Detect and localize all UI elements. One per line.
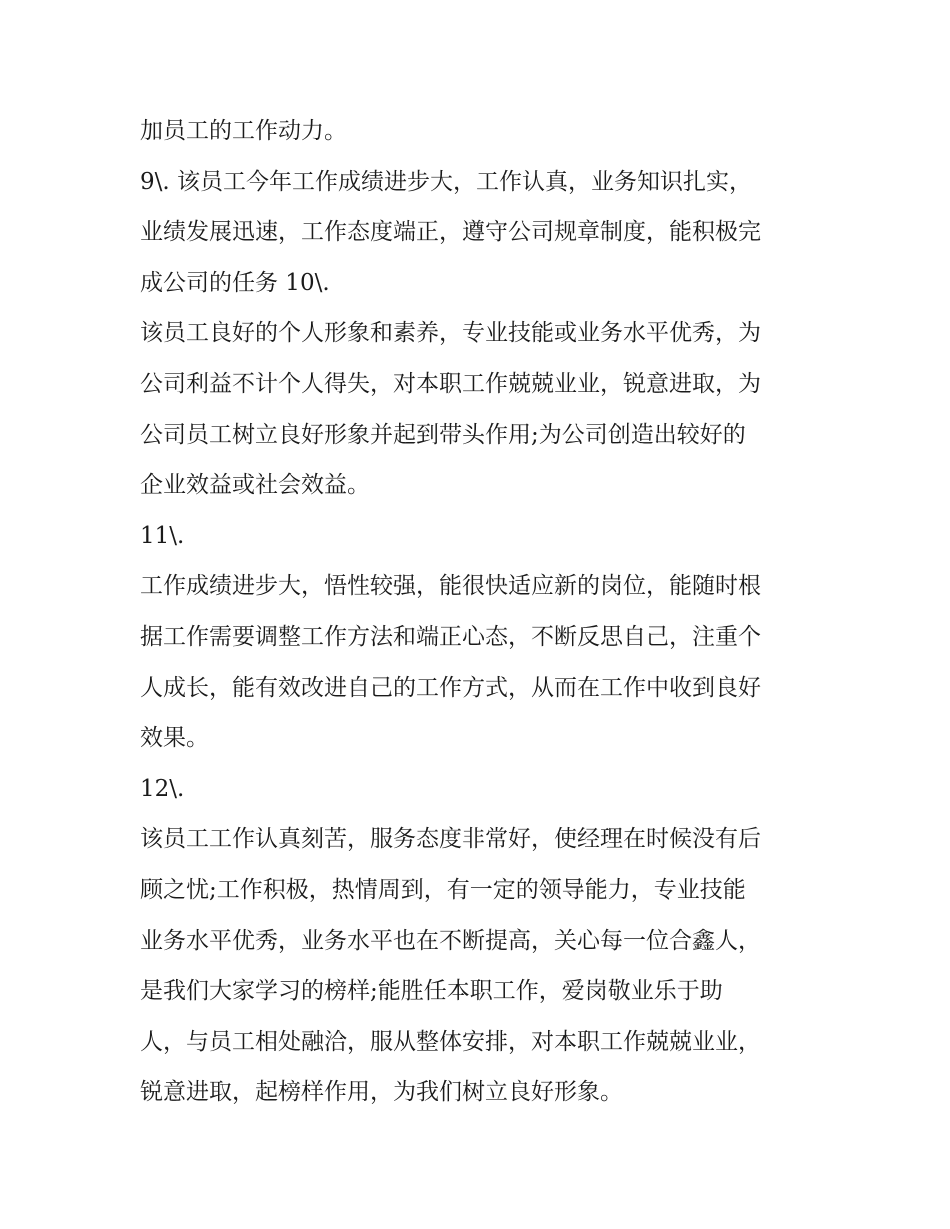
document-body [140, 106, 820, 1118]
text-line: 加员工的工作动力。 [140, 118, 347, 144]
text-line: 企业效益或社会效益。 [140, 472, 370, 499]
text-line: 公司利益不计个人得失，对本职工作兢兢业业，锐意进取，为 [140, 370, 761, 397]
text-line: 锐意进取，起榜样作用，为我们树立良好形象。 [140, 1079, 623, 1106]
text-line: 效果。 [140, 725, 209, 752]
text-line: 11\. [140, 522, 185, 549]
text-line: 该员工良好的个人形象和素养，专业技能或业务水平优秀，为 [140, 320, 761, 347]
text-line: 工作成绩进步大，悟性较强，能很快适应新的岗位，能随时根 [140, 573, 761, 600]
text-line: 公司员工树立良好形象并起到带头作用;为公司创造出较好的 [140, 421, 746, 448]
text-line: 业绩发展迅速，工作态度端正，遵守公司规章制度，能积极完 [140, 219, 761, 246]
text-line: 人成长，能有效改进自己的工作方式，从而在工作中收到良好 [140, 674, 761, 701]
text-line: 业务水平优秀，业务水平也在不断提高，关心每一位合鑫人， [140, 927, 761, 954]
text-line: 据工作需要调整工作方法和端正心态，不断反思自己，注重个 [140, 623, 761, 650]
text-line: 人，与员工相处融洽，服从整体安排，对本职工作兢兢业业， [140, 1028, 761, 1055]
text-line: 顾之忧;工作积极，热情周到，有一定的领导能力，专业技能 [140, 876, 746, 903]
text-line: 9\. 该员工今年工作成绩进步大，工作认真，业务知识扎实， [140, 168, 753, 195]
text-line: 该员工工作认真刻苦，服务态度非常好，使经理在时候没有后 [140, 826, 761, 853]
text-line: 成公司的任务 10\. [140, 269, 330, 296]
text-line: 是我们大家学习的榜样;能胜任本职工作，爱岗敬业乐于助 [140, 978, 723, 1005]
text-line: 12\. [140, 775, 185, 802]
